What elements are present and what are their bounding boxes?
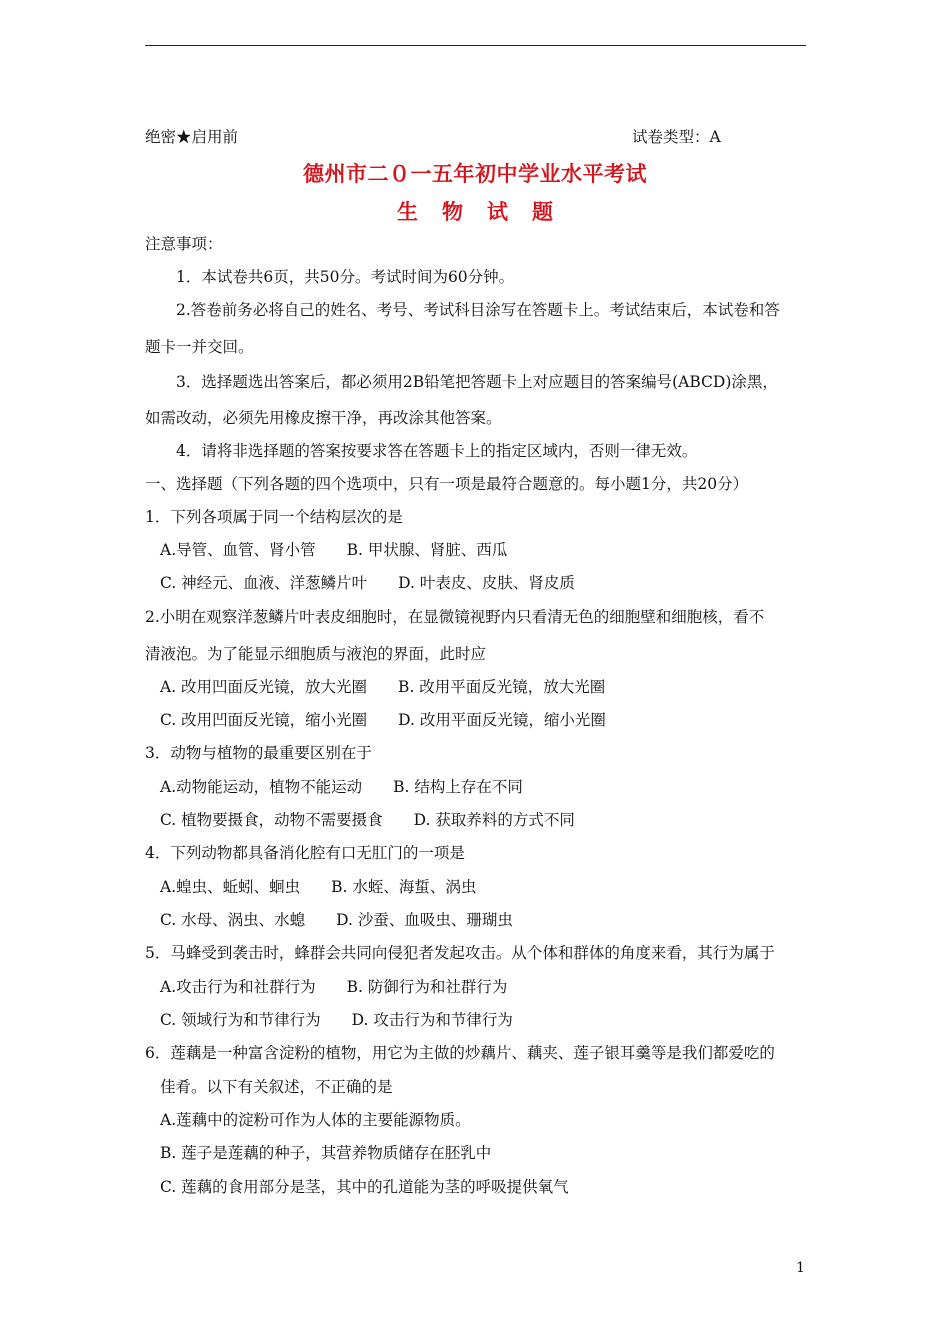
- notice-item-3: 3．选择题选出答案后，都必须用2B铅笔把答题卡上对应题目的答案编号(ABCD)涂黑，: [176, 373, 778, 391]
- notice-item-3-cont: 如需改动，必须先用橡皮擦干净，再改涂其他答案。: [145, 409, 502, 427]
- question-1-options-cd: C. 神经元、血液、洋葱鳞片叶 D. 叶表皮、皮肤、肾皮质: [160, 574, 575, 592]
- confidential-label: 绝密★启用前: [145, 128, 239, 146]
- paper-type-label: 试卷类型：A: [632, 128, 721, 146]
- question-5-stem: 5．马蜂受到袭击时，蜂群会共同向侵犯者发起攻击。从个体和群体的角度来看，其行为属于: [145, 944, 775, 962]
- notice-item-1: 1．本试卷共6页，共50分。考试时间为60分钟。: [176, 268, 515, 286]
- notice-item-2: 2.答卷前务必将自己的姓名、考号、考试科目涂写在答题卡上。考试结束后，本试卷和答: [176, 301, 780, 319]
- question-6-option-a: A.莲藕中的淀粉可作为人体的主要能源物质。: [160, 1111, 471, 1129]
- subject-title: [0, 196, 950, 226]
- question-4-options-ab: A.蝗虫、蚯蚓、蛔虫 B. 水蛭、海蜇、涡虫: [160, 878, 477, 896]
- question-2-options-cd: C. 改用凹面反光镜，缩小光圈 D. 改用平面反光镜，缩小光圈: [160, 711, 606, 729]
- question-1-stem: 1．下列各项属于同一个结构层次的是: [145, 508, 403, 526]
- question-1-options-ab: A.导管、血管、肾小管 B. 甲状腺、肾脏、西瓜: [160, 541, 508, 559]
- question-6-option-c: C. 莲藕的食用部分是茎，其中的孔道能为茎的呼吸提供氧气: [160, 1178, 569, 1196]
- question-2-stem-cont: 清液泡。为了能显示细胞质与液泡的界面，此时应: [145, 645, 487, 663]
- question-5-options-cd: C. 领域行为和节律行为 D. 攻击行为和节律行为: [160, 1011, 513, 1029]
- question-3-options-ab: A.动物能运动，植物不能运动 B. 结构上存在不同: [160, 778, 523, 796]
- question-6-option-b: B. 莲子是莲藕的种子，其营养物质储存在胚乳中: [160, 1144, 492, 1162]
- header-rule: [145, 45, 806, 46]
- notice-item-4: 4．请将非选择题的答案按要求答在答题卡上的指定区域内，否则一律无效。: [176, 442, 698, 460]
- question-5-options-ab: A.攻击行为和社群行为 B. 防御行为和社群行为: [160, 978, 508, 996]
- section-heading: 一、选择题（下列各题的四个选项中，只有一项是最符合题意的。每小题1分，共20分）: [145, 475, 749, 493]
- question-4-options-cd: C. 水母、涡虫、水螅 D. 沙蚕、血吸虫、珊瑚虫: [160, 911, 513, 929]
- question-3-stem: 3．动物与植物的最重要区别在于: [145, 744, 372, 762]
- question-3-options-cd: C. 植物要摄食，动物不需要摄食 D. 获取养料的方式不同: [160, 811, 575, 829]
- question-6-stem-cont: 佳肴。以下有关叙述，不正确的是: [160, 1078, 393, 1096]
- question-2-stem: 2.小明在观察洋葱鳞片叶表皮细胞时，在显微镜视野内只看清无色的细胞壁和细胞核，看不: [145, 608, 765, 626]
- question-2-options-ab: A. 改用凹面反光镜，放大光圈 B. 改用平面反光镜，放大光圈: [160, 678, 606, 696]
- subject-char: 题: [532, 199, 553, 224]
- subject-char: 生: [397, 199, 418, 224]
- subject-char: 试: [487, 199, 508, 224]
- question-6-stem: 6．莲藕是一种富含淀粉的植物，用它为主做的炒藕片、藕夹、莲子银耳羹等是我们都爱吃的: [145, 1044, 775, 1062]
- question-4-stem: 4．下列动物都具备消化腔有口无肛门的一项是: [145, 844, 465, 862]
- notice-heading: 注意事项：: [145, 235, 223, 253]
- page-number: 1: [796, 1260, 805, 1276]
- subject-char: 物: [442, 199, 463, 224]
- exam-title: 德州市二０一五年初中学业水平考试: [303, 161, 647, 186]
- notice-item-2-cont: 题卡一并交回。: [145, 338, 254, 356]
